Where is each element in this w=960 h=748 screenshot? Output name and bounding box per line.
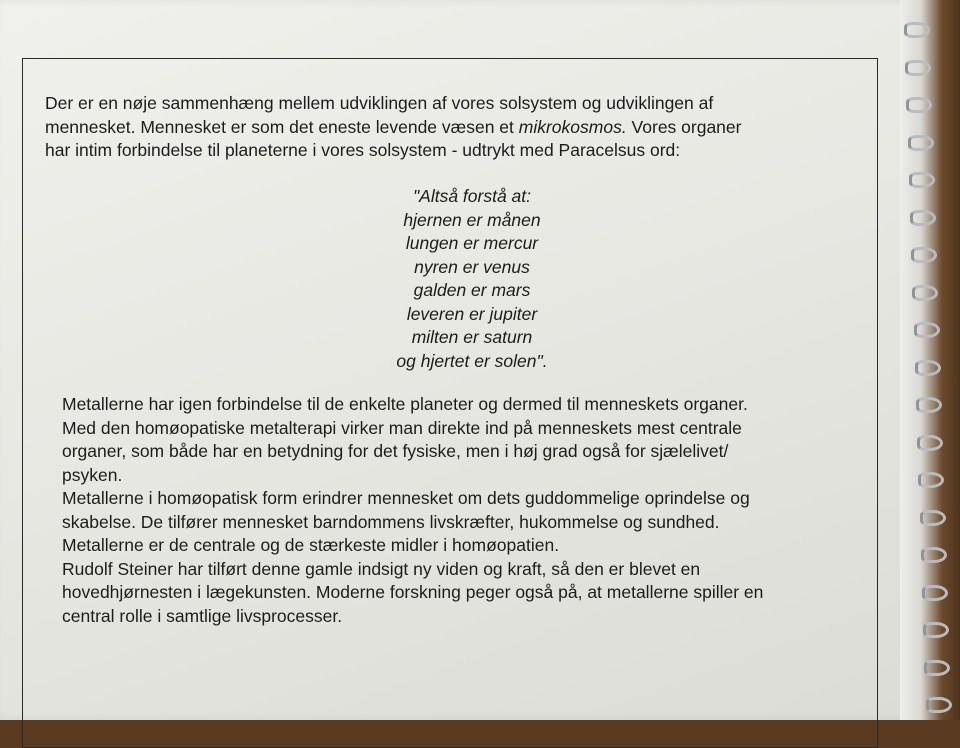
quote-line: galden er mars [413, 280, 531, 300]
body-line: Metallerne har igen forbindelse til de enkelte planeter og dermed til menneskets organer. [62, 394, 748, 414]
body-line: skabelse. De tilfører mennesket barndommens livskræfter, hukommelse og sundhed. [62, 511, 720, 532]
binding-coil [916, 397, 942, 413]
quote-line: lungen er mercur [405, 233, 539, 253]
body-line: hovedhjørnesten i lægekunsten. Moderne forskning peger også på, at metallerne spiller en [62, 582, 764, 602]
intro-line [45, 116, 741, 140]
quote-line: leveren er jupiter [406, 303, 538, 324]
intro-paragraph [45, 92, 741, 163]
binding-coil [908, 135, 934, 151]
binding-coil [923, 622, 949, 638]
body-line: Med den homøopatiske metalterapi virker man direkte ind på menneskets mest centrale [62, 417, 742, 438]
body-line: Metallerne i homøopatisk form erindrer mennesket om dets guddommelige oprindelse og [62, 488, 750, 508]
binding-coil [918, 472, 944, 488]
intro-line: Der er en nøje sammenhæng mellem udviklingen af vores solsystem og udviklingen af [45, 93, 714, 113]
intro-text: mennesket. Mennesket er som det eneste levende væsen et [45, 116, 519, 137]
binding-coil [906, 97, 932, 113]
intro-text: Vores organer [626, 116, 742, 137]
paracelsus-quote [0, 185, 944, 373]
binding-coil [904, 22, 930, 38]
quote-line: hjernen er månen [403, 209, 541, 230]
quote-line: "Altså forstå at: [412, 186, 532, 206]
quote-line: nyren er venus [414, 256, 530, 277]
metal-paragraph [62, 393, 763, 628]
body-line: central rolle i samtlige livsprocesser. [62, 605, 343, 626]
binding-coil [917, 435, 943, 451]
intro-emphasis: mikrokosmos. [518, 116, 627, 137]
body-line: Metallerne er de centrale og de stærkeste midler i homøopatien. [62, 535, 560, 555]
binding-coil [922, 585, 948, 601]
binding-coil [921, 547, 947, 563]
binding-coil [920, 510, 946, 526]
body-line: Rudolf Steiner har tilført denne gamle indsigt ny viden og kraft, så den er blevet en [62, 558, 701, 579]
body-line: psyken. [62, 464, 123, 485]
binding-coil [926, 697, 952, 713]
quote-line: og hjertet er solen". [396, 350, 548, 371]
body-line: organer, som både har en betydning for det fysiske, men i høj grad også for sjælelivet/ [62, 441, 729, 461]
binding-coil [924, 660, 950, 676]
quote-line: milten er saturn [411, 327, 533, 347]
binding-coil [905, 60, 931, 76]
intro-line: har intim forbindelse til planeterne i vores solsystem - udtrykt med Paracelsus ord: [45, 140, 681, 160]
